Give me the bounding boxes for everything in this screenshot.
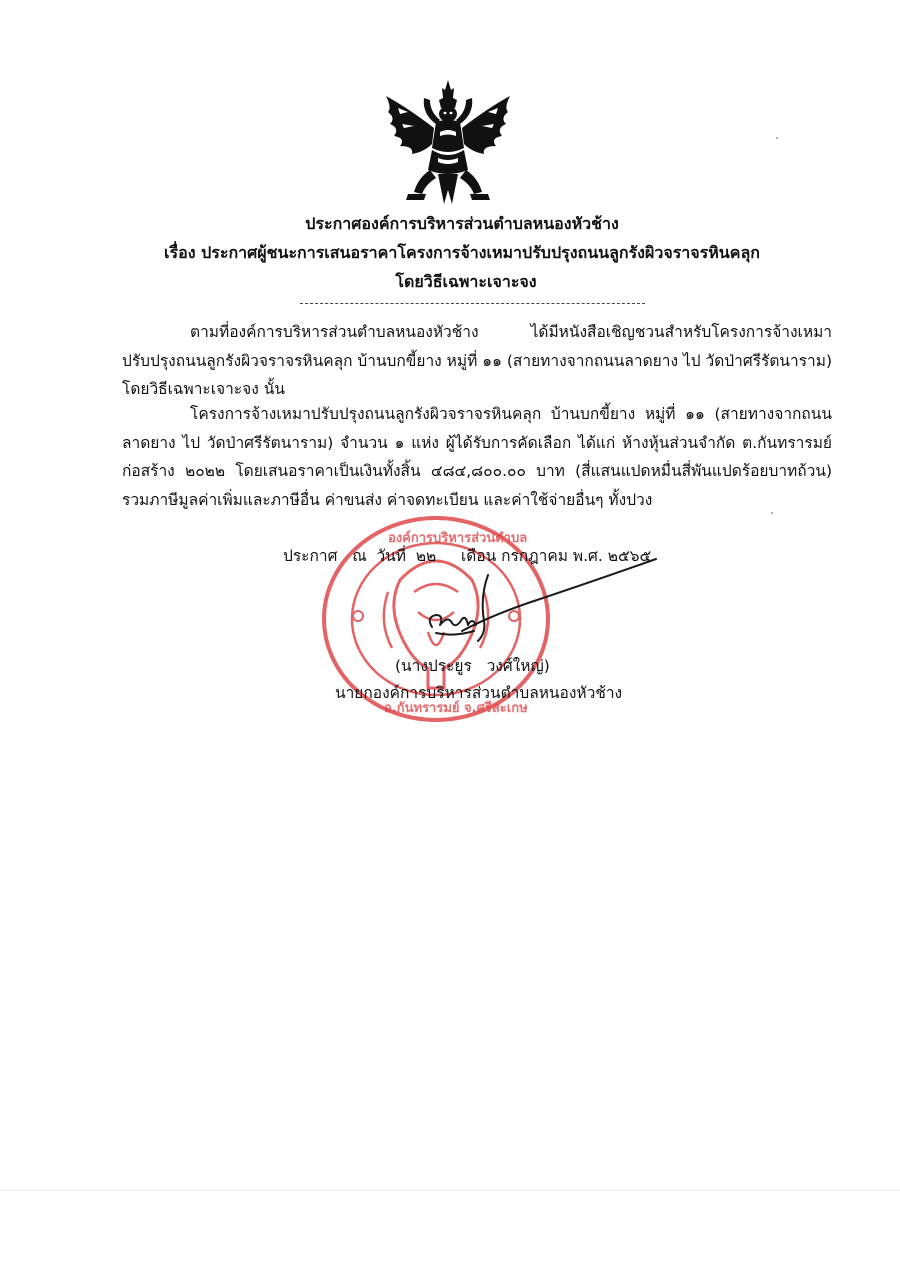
body-paragraph-1: ตามที่องค์การบริหารส่วนตำบลหนองหัวช้าง ได้มีหนังสือเชิญชวนสำหรับโครงการจ้างเหมาปรับปรุงถนนลูกรังผิวจราจรหินคลุก บ้านบกขี้ยาง หมู่ที่ ๑๑ (สายทางจากถนนลาดยาง ไป วัดป่าศรีรัตนาราม) โดยวิธีเฉพาะเจาะจง นั้น bbox=[122, 323, 832, 398]
date-day: ๒๒ bbox=[415, 547, 437, 565]
handwritten-signature-icon bbox=[415, 545, 663, 645]
signer-position: นายกองค์การบริหารส่วนตำบลหนองหัวช้าง bbox=[335, 684, 623, 702]
signer-name: (นางประยูร วงศ์ใหญ่) bbox=[395, 657, 550, 675]
scan-speck bbox=[776, 137, 778, 139]
scan-speck bbox=[771, 512, 773, 514]
body-paragraph-2: โครงการจ้างเหมาปรับปรุงถนนลูกรังผิวจราจรหินคลุก บ้านบกขี้ยาง หมู่ที่ ๑๑ (สายทางจากถนนลาดยาง ไป วัดป่าศรีรัตนาราม) จำนวน ๑ แห่ง ผู้ได้รับการคัดเลือก ได้แก่ ห้างหุ้นส่วนจำกัด ต.กันทรารมย์ก่อสร้าง ๒๐๒๒ โดยเสนอราคาเป็นเงินทั้งสิ้น ๔๘๔,๘๐๐.๐๐ บาท (สี่แสนแปดหมื่นสี่พันแปดร้อยบาทถ้วน) รวมภาษีมูลค่าเพิ่มและภาษีอื่น ค่าขนส่ง ค่าจดทะเบียน และค่าใช้จ่ายอื่นๆ ทั้งปวง bbox=[122, 405, 832, 509]
title-divider bbox=[300, 303, 645, 304]
seal-text-top: องค์การบริหารส่วนตำบล bbox=[388, 531, 528, 546]
garuda-emblem-icon bbox=[378, 78, 518, 210]
announcement-title: ประกาศองค์การบริหารส่วนตำบลหนองหัวช้าง bbox=[305, 214, 619, 233]
announcement-date: ประกาศ ณ วันที่ ๒๒ เดือน กรกฎาคม พ.ศ. ๒๕๖๕ bbox=[283, 547, 652, 565]
scan-edge bbox=[0, 1190, 900, 1191]
date-month: กรกฎาคม bbox=[501, 547, 568, 565]
seal-text-bottom: อ.กันทรารมย์ จ.ศรีสะเกษ bbox=[384, 701, 528, 716]
announcement-subject: เรื่อง ประกาศผู้ชนะการเสนอราคาโครงการจ้างเหมาปรับปรุงถนนลูกรังผิวจราจรหินคลุก bbox=[164, 243, 760, 262]
procurement-method: โดยวิธีเฉพาะเจาะจง bbox=[395, 272, 537, 291]
date-year: ๒๕๖๕ bbox=[607, 547, 652, 565]
